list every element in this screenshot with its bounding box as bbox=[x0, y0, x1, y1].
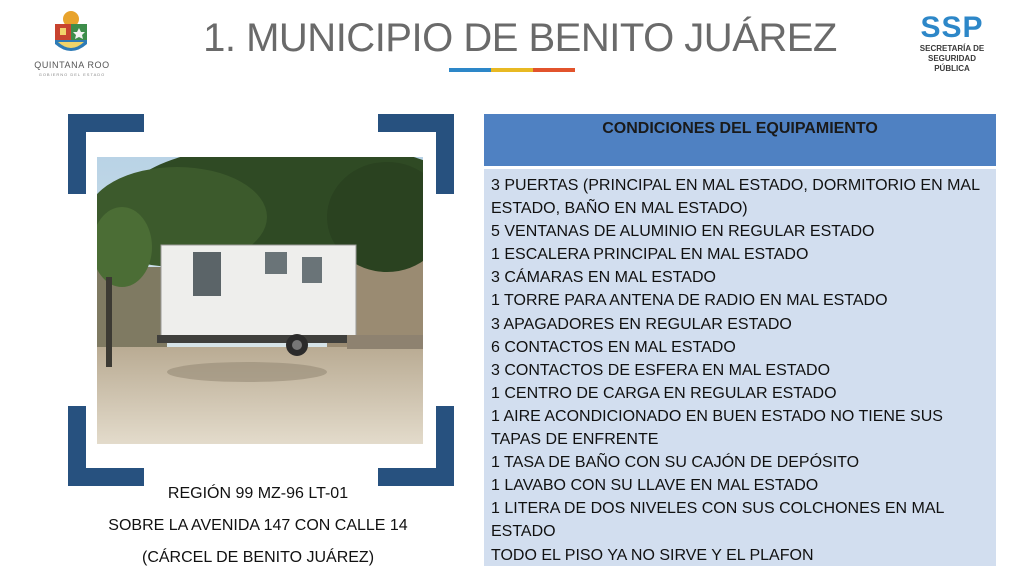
list-item: 6 CONTACTOS EN MAL ESTADO bbox=[491, 338, 736, 356]
ssp-dept-line2: PÚBLICA bbox=[934, 64, 970, 73]
logo-subtitle: GOBIERNO DEL ESTADO bbox=[38, 72, 106, 77]
ssp-logo bbox=[900, 12, 1004, 72]
state-crest-icon bbox=[52, 10, 90, 58]
address-line-2: SOBRE LA AVENIDA 147 CON CALLE 14 bbox=[108, 517, 408, 534]
title-accent-bar bbox=[449, 68, 575, 72]
logo-name: QUINTANA ROO bbox=[34, 60, 110, 70]
list-item: 3 PUERTAS (PRINCIPAL EN MAL ESTADO, DORMITORIO EN MAL ESTADO, BAÑO EN MAL ESTADO) bbox=[491, 177, 980, 218]
list-item: 3 CONTACTOS DE ESFERA EN MAL ESTADO bbox=[491, 361, 831, 379]
table-header bbox=[484, 114, 996, 166]
address-line-1: REGIÓN 99 MZ-96 LT-01 bbox=[167, 485, 349, 502]
list-item: 1 AIRE ACONDICIONADO EN BUEN ESTADO NO TIENE SUS TAPAS DE ENFRENTE bbox=[491, 407, 943, 449]
table-header-label: CONDICIONES DEL EQUIPAMIENTO bbox=[602, 120, 878, 137]
table-divider bbox=[484, 166, 996, 169]
list-item: 1 TORRE PARA ANTENA DE RADIO EN MAL ESTADO bbox=[491, 292, 888, 310]
equipment-conditions-table bbox=[484, 114, 996, 566]
ssp-mark: SSP bbox=[920, 11, 984, 44]
list-item: 1 LAVABO CON SU LLAVE EN MAL ESTADO bbox=[491, 477, 819, 495]
mobile-office-trailer-photo bbox=[97, 157, 423, 444]
list-item: 3 APAGADORES EN REGULAR ESTADO bbox=[491, 315, 792, 333]
list-item: 5 VENTANAS DE ALUMINIO EN REGULAR ESTADO bbox=[491, 223, 875, 241]
list-item: 3 CÁMARAS EN MAL ESTADO bbox=[491, 269, 716, 287]
list-item: 1 TASA DE BAÑO CON SU CAJÓN DE DEPÓSITO bbox=[491, 454, 860, 472]
address-line-3: (CÁRCEL DE BENITO JUÁREZ) bbox=[141, 549, 375, 566]
list-item: 1 ESCALERA PRINCIPAL EN MAL ESTADO bbox=[491, 246, 809, 264]
list-item: 1 CENTRO DE CARGA EN REGULAR ESTADO bbox=[491, 384, 837, 402]
ssp-dept-line1: SECRETARÍA DE SEGURIDAD bbox=[919, 44, 985, 63]
page-title: 1. MUNICIPIO DE BENITO JUÁREZ bbox=[203, 16, 837, 60]
quintana-roo-logo bbox=[30, 8, 114, 76]
list-item: 1 LITERA DE DOS NIVELES CON SUS COLCHONES EN MAL ESTADO bbox=[491, 500, 944, 541]
list-item: TODO EL PISO YA NO SIRVE Y EL PLAFON bbox=[491, 546, 814, 564]
table-body bbox=[491, 174, 991, 567]
